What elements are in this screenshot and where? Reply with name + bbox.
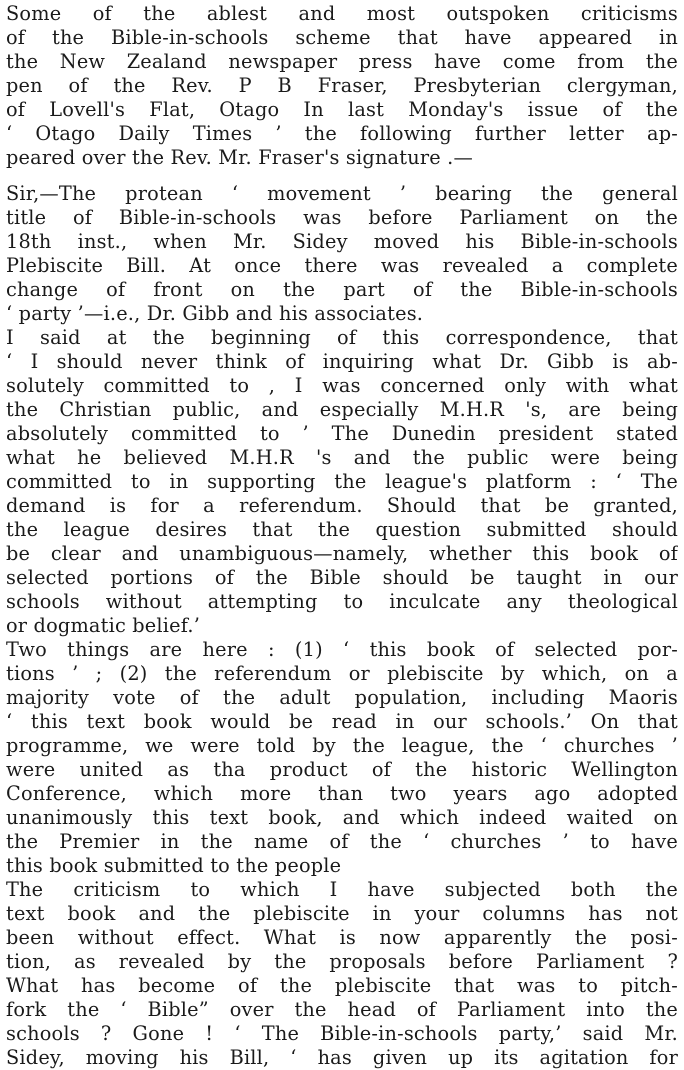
text-line: what he believed M.H.R 's and the public were being bbox=[6, 446, 678, 469]
text-line: pen of the Rev. P B Fraser, Presbyterian clergyman, bbox=[6, 74, 678, 97]
text-line: Some of the ablest and most outspoken criticisms bbox=[6, 2, 678, 25]
text-line: of the Bible-in-schools scheme that have appeared in bbox=[6, 26, 678, 49]
text-line: tions ’ ; (2) the referendum or plebiscite by which, on a bbox=[6, 662, 678, 685]
text-line: fork the ‘ Bible” over the head of Parliament into the bbox=[6, 998, 678, 1021]
text-line: Conference, which more than two years ago adopted bbox=[6, 782, 678, 805]
text-line: been without effect. What is now apparently the posi- bbox=[6, 926, 678, 949]
text-line: Sidey, moving his Bill, ‘ has given up its agitation for bbox=[6, 1046, 678, 1069]
text-line: ‘ Otago Daily Times ’ the following further letter ap- bbox=[6, 122, 678, 145]
text-line: majority vote of the adult population, including Maoris bbox=[6, 686, 678, 709]
intro-paragraph bbox=[6, 2, 678, 170]
text-line: demand is for a referendum. Should that be granted, bbox=[6, 494, 678, 517]
text-line: were united as tha product of the historic Wellington bbox=[6, 758, 678, 781]
article-column bbox=[6, 2, 678, 1070]
text-line: ‘ party ’—i.e., Dr. Gibb and his associates. bbox=[6, 302, 424, 325]
text-line: peared over the Rev. Mr. Fraser's signature .— bbox=[6, 146, 473, 169]
text-line: change of front on the part of the Bible-in-schools bbox=[6, 278, 678, 301]
text-line: be clear and unambiguous—namely, whether this book of bbox=[6, 542, 678, 565]
letter-body bbox=[6, 182, 678, 1070]
text-line: ‘ this text book would be read in our schools.’ On that bbox=[6, 710, 678, 733]
text-line: of Lovell's Flat, Otago In last Monday's issue of the bbox=[6, 98, 678, 121]
text-line: The criticism to which I have subjected both the bbox=[6, 878, 678, 901]
text-line: the league desires that the question submitted should bbox=[6, 518, 678, 541]
text-line: unanimously this text book, and which indeed waited on bbox=[6, 806, 678, 829]
text-line: or dogmatic belief.’ bbox=[6, 614, 201, 637]
text-line: Two things are here : (1) ‘ this book of selected por- bbox=[6, 638, 678, 661]
text-line: title of Bible-in-schools was before Parliament on the bbox=[6, 206, 678, 229]
text-line: Plebiscite Bill. At once there was revealed a complete bbox=[6, 254, 678, 277]
text-line: solutely committed to , I was concerned only with what bbox=[6, 374, 678, 397]
text-line: Sir,—The protean ‘ movement ’ bearing the general bbox=[6, 182, 678, 205]
text-line: ‘ I should never think of inquiring what Dr. Gibb is ab- bbox=[6, 350, 678, 373]
text-line: tion, as revealed by the proposals before Parliament ? bbox=[6, 950, 678, 973]
text-line: the Christian public, and especially M.H.R 's, are being bbox=[6, 398, 678, 421]
text-line: this book submitted to the people bbox=[6, 854, 342, 877]
text-line: committed to in supporting the league's platform : ‘ The bbox=[6, 470, 678, 493]
text-line: text book and the plebiscite in your columns has not bbox=[6, 902, 678, 925]
text-line: schools without attempting to inculcate any theological bbox=[6, 590, 678, 613]
text-line: What has become of the plebiscite that was to pitch- bbox=[6, 974, 678, 997]
text-line: I said at the beginning of this correspondence, that bbox=[6, 326, 678, 349]
paragraph-gap bbox=[6, 170, 678, 182]
text-line: schools ? Gone ! ‘ The Bible-in-schools party,’ said Mr. bbox=[6, 1022, 678, 1045]
text-line: programme, we were told by the league, the ‘ churches ’ bbox=[6, 734, 678, 757]
text-line: the New Zealand newspaper press have come from the bbox=[6, 50, 678, 73]
text-line: absolutely committed to ’ The Dunedin president stated bbox=[6, 422, 678, 445]
text-line: the Premier in the name of the ‘ churches ’ to have bbox=[6, 830, 678, 853]
text-line: 18th inst., when Mr. Sidey moved his Bible-in-schools bbox=[6, 230, 678, 253]
text-line: selected portions of the Bible should be taught in our bbox=[6, 566, 678, 589]
